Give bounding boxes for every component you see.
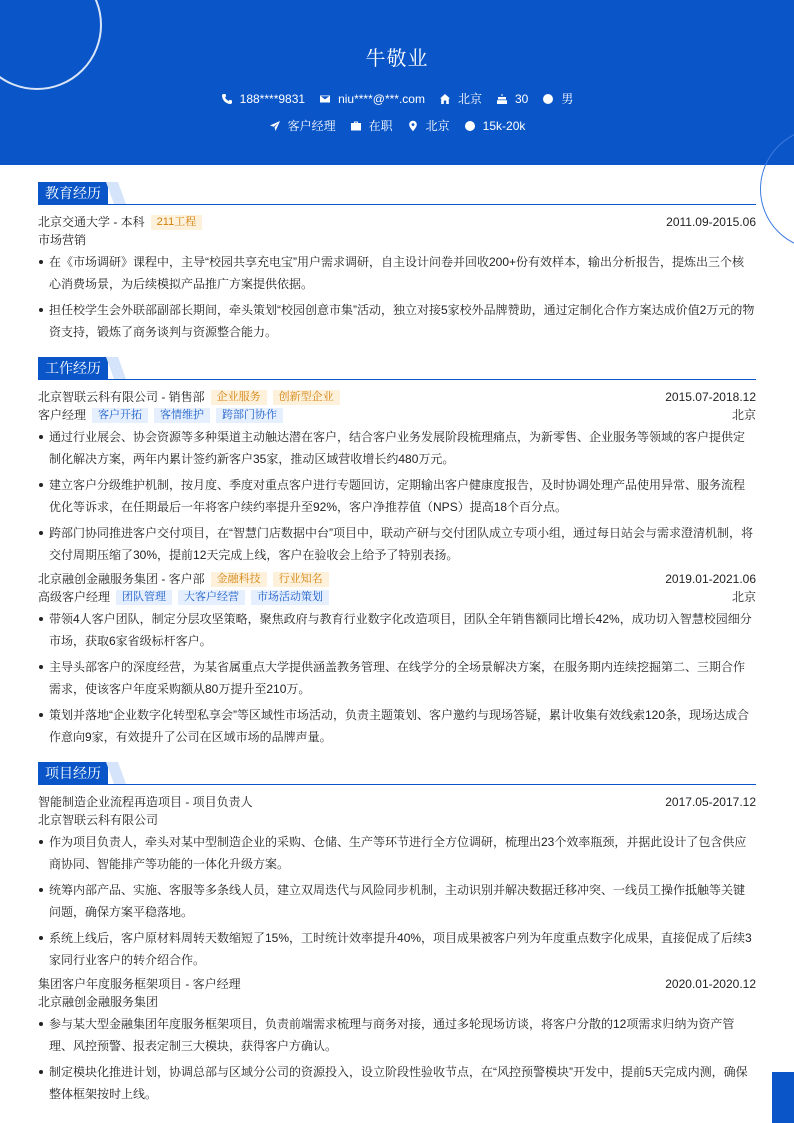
entry-title: 北京融创金融服务集团 - 客户部 bbox=[38, 572, 205, 586]
list-item: 策划并落地“企业数字化转型私享会”等区域性市场活动，负责主题策划、客户邀约与现场答疑，累计收集有效线索120条，现场达成合作意向9家，有效提升了公司在区域市场的品牌声量。 bbox=[38, 704, 756, 748]
send-icon bbox=[269, 120, 281, 132]
bullet-list bbox=[38, 608, 756, 748]
home-icon bbox=[439, 93, 451, 105]
entry-role: 高级客户经理 bbox=[38, 590, 111, 604]
entry-sub-row bbox=[38, 231, 756, 249]
tag: 创新型企业 bbox=[273, 390, 340, 405]
tag: 行业知名 bbox=[273, 572, 329, 587]
section-header bbox=[38, 182, 756, 205]
position-info bbox=[269, 117, 336, 134]
tag: 211工程 bbox=[151, 215, 203, 230]
contact-row bbox=[0, 90, 794, 107]
bullet-list bbox=[38, 831, 756, 971]
section-title-tail bbox=[106, 762, 126, 784]
section-title-tail bbox=[106, 357, 126, 379]
salary-info bbox=[464, 117, 526, 134]
city-text: 北京 bbox=[457, 92, 482, 106]
gender-text: 男 bbox=[561, 92, 574, 106]
entry-location: 北京 bbox=[731, 408, 756, 422]
decorative-corner-block bbox=[772, 1072, 794, 1123]
list-item: 系统上线后，客户原材料周转天数缩短了15%，工时统计效率提升40%，项目成果被客户列为年度重点数字化成果，直接促成了后续3家同行业客户的转介绍合作。 bbox=[38, 927, 756, 971]
entry-company: 北京智联云科有限公司 bbox=[38, 813, 159, 827]
city-info bbox=[439, 90, 482, 107]
entry-date: 2019.01-2021.06 bbox=[665, 572, 756, 586]
entry-sub-row bbox=[38, 993, 756, 1011]
phone-info bbox=[221, 90, 305, 107]
list-item: 建立客户分级维护机制，按月度、季度对重点客户进行专题回访，定期输出客户健康度报告，及时协调处理产品使用异常、服务流程优化等诉求，在任期最后一年将客户续约率提升至92%，客户净推荐值（NPS）提高18个百分点。 bbox=[38, 474, 756, 518]
bullet-list bbox=[38, 426, 756, 566]
entry-title-row bbox=[38, 388, 756, 406]
resume-header bbox=[0, 0, 794, 165]
status-text: 在职 bbox=[368, 119, 393, 133]
skill-tag: 大客户经营 bbox=[178, 590, 245, 605]
entry-major: 市场营销 bbox=[38, 233, 87, 247]
section-title: 工作经历 bbox=[38, 357, 108, 379]
skill-tag: 客户开拓 bbox=[92, 408, 148, 423]
project-section bbox=[38, 762, 756, 1105]
job-intent-row bbox=[0, 117, 794, 134]
entry-location: 北京 bbox=[731, 590, 756, 604]
entry-company: 北京融创金融服务集团 bbox=[38, 995, 159, 1009]
list-item: 带领4人客户团队，制定分层攻坚策略，聚焦政府与教育行业数字化改造项目，团队全年销售额同比增长42%，成功切入智慧校园细分市场，获取6家省级标杆客户。 bbox=[38, 608, 756, 652]
entry-title-row bbox=[38, 793, 756, 811]
list-item: 跨部门协同推进客户交付项目，在“智慧门店数据中台”项目中，联动产研与交付团队成立专项小组，通过每日站会与需求澄清机制，将交付周期压缩了30%，提前12天完成上线，客户在验收会上给予了特别表扬。 bbox=[38, 522, 756, 566]
email-info bbox=[319, 90, 425, 107]
age-text: 30 bbox=[514, 91, 529, 106]
work-entry bbox=[38, 570, 756, 748]
entry-title: 智能制造企业流程再造项目 - 项目负责人 bbox=[38, 795, 253, 809]
list-item: 作为项目负责人，牵头对某中型制造企业的采购、仓储、生产等环节进行全方位调研，梳理出23个效率瓶颈，并据此设计了包含供应商协同、智能排产等功能的一体化升级方案。 bbox=[38, 831, 756, 875]
entry-sub-row bbox=[38, 406, 756, 424]
education-section bbox=[38, 182, 756, 343]
work-city-info bbox=[407, 117, 450, 134]
salary-text: 15k-20k bbox=[482, 118, 526, 133]
entry-title-row bbox=[38, 975, 756, 993]
age-info bbox=[496, 90, 528, 107]
list-item: 制定模块化推进计划，协调总部与区域分公司的资源投入，设立阶段性验收节点，在“风控预警模块”开发中，提前5天完成内测，确保整体框架按时上线。 bbox=[38, 1061, 756, 1105]
cake-icon bbox=[496, 93, 508, 105]
entry-sub-row bbox=[38, 588, 756, 606]
tag: 企业服务 bbox=[211, 390, 267, 405]
skill-tag: 团队管理 bbox=[116, 590, 172, 605]
candidate-name: 牛敬业 bbox=[365, 48, 429, 70]
list-item: 参与某大型金融集团年度服务框架项目，负责前端需求梳理与商务对接，通过多轮现场访谈，将客户分散的12项需求归纳为资产管理、风控预警、报表定制三大模块，获得客户方确认。 bbox=[38, 1013, 756, 1057]
gender-icon bbox=[542, 93, 554, 105]
project-entry bbox=[38, 975, 756, 1105]
status-info bbox=[350, 117, 393, 134]
entry-sub-row bbox=[38, 811, 756, 829]
position-text: 客户经理 bbox=[287, 119, 336, 133]
gender-info bbox=[542, 90, 573, 107]
salary-icon bbox=[464, 120, 476, 132]
entry-date: 2011.09-2015.06 bbox=[666, 215, 756, 229]
skill-tag: 跨部门协作 bbox=[216, 408, 283, 423]
bullet-list bbox=[38, 251, 756, 343]
skill-tag: 市场活动策划 bbox=[251, 590, 329, 605]
entry-title-row bbox=[38, 213, 756, 231]
list-item: 通过行业展会、协会资源等多种渠道主动触达潜在客户，结合客户业务发展阶段梳理痛点，为新零售、企业服务等领域的客户提供定制化解决方案，两年内累计签约新客户35家，推动区域营收增长约480万元。 bbox=[38, 426, 756, 470]
skill-tag: 客情维护 bbox=[154, 408, 210, 423]
work-entry bbox=[38, 388, 756, 566]
phone-text: 188****9831 bbox=[239, 91, 306, 106]
location-icon bbox=[407, 120, 419, 132]
entry-title: 集团客户年度服务框架项目 - 客户经理 bbox=[38, 977, 241, 991]
entry-date: 2015.07-2018.12 bbox=[665, 390, 756, 404]
project-entry bbox=[38, 793, 756, 971]
bullet-list bbox=[38, 1013, 756, 1105]
entry-date: 2017.05-2017.12 bbox=[665, 795, 756, 809]
entry-title: 北京智联云科有限公司 - 销售部 bbox=[38, 390, 205, 404]
list-item: 统筹内部产品、实施、客服等多条线人员，建立双周迭代与风险同步机制，主动识别并解决数据迁移冲突、一线员工操作抵触等关键问题，确保方案平稳落地。 bbox=[38, 879, 756, 923]
entry-date: 2020.01-2020.12 bbox=[665, 977, 756, 991]
section-title: 项目经历 bbox=[38, 762, 108, 784]
resume-content bbox=[38, 182, 756, 1119]
education-entry bbox=[38, 213, 756, 343]
list-item: 在《市场调研》课程中，主导“校园共享充电宝”用户需求调研，自主设计问卷并回收200+份有效样本，输出分析报告，提炼出三个核心消费场景，为后续模拟产品推广方案提供依据。 bbox=[38, 251, 756, 295]
entry-title-row bbox=[38, 570, 756, 588]
section-title: 教育经历 bbox=[38, 182, 108, 204]
tag: 金融科技 bbox=[211, 572, 267, 587]
section-header bbox=[38, 357, 756, 380]
section-title-tail bbox=[106, 182, 126, 204]
section-header bbox=[38, 762, 756, 785]
briefcase-icon bbox=[350, 120, 362, 132]
phone-icon bbox=[221, 93, 233, 105]
email-text: niu****@***.com bbox=[338, 91, 425, 106]
list-item: 担任校学生会外联部副部长期间，牵头策划“校园创意市集”活动，独立对接5家校外品牌赞助，通过定制化合作方案达成价值2万元的物资支持，锻炼了商务谈判与资源整合能力。 bbox=[38, 299, 756, 343]
list-item: 主导头部客户的深度经营，为某省属重点大学提供涵盖教务管理、在线学分的全场景解决方案，在服务期内连续挖掘第二、三期合作需求，使该客户年度采购额从80万提升至210万。 bbox=[38, 656, 756, 700]
work-city-text: 北京 bbox=[425, 119, 450, 133]
mail-icon bbox=[319, 93, 331, 105]
entry-role: 客户经理 bbox=[38, 408, 87, 422]
work-section bbox=[38, 357, 756, 748]
entry-title: 北京交通大学 - 本科 bbox=[38, 215, 145, 229]
